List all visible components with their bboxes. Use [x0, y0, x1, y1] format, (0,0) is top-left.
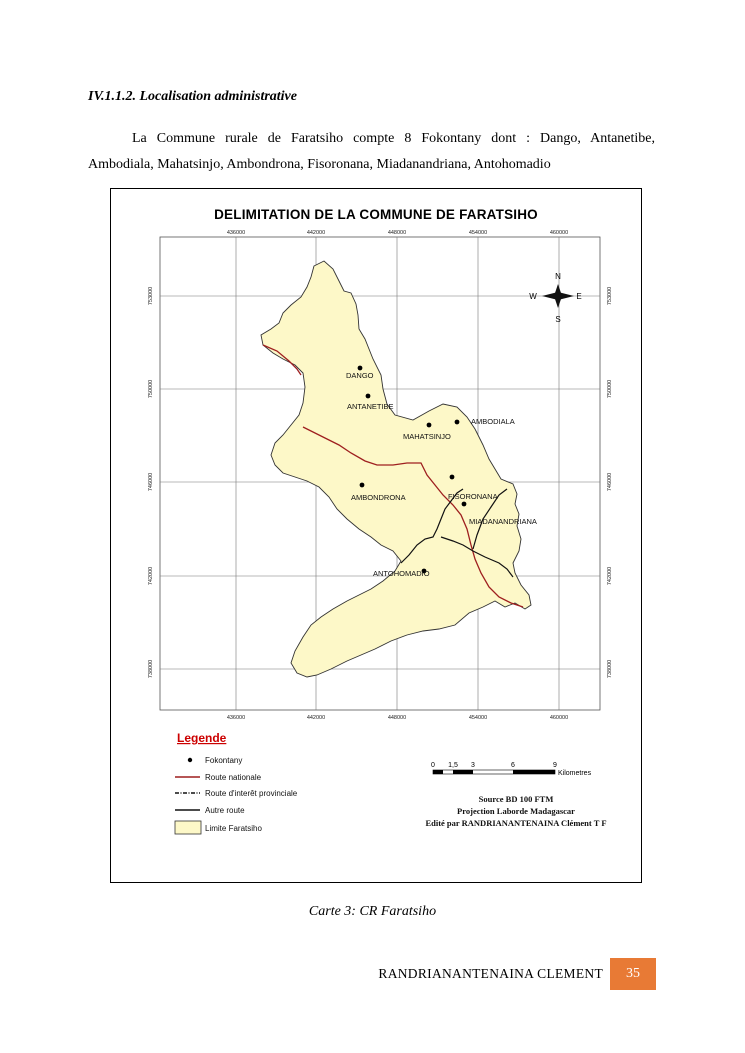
y-tick-right: 753000	[607, 286, 613, 306]
y-tick-left: 750000	[148, 379, 154, 399]
footer-author: RANDRIANANTENAINA CLEMENT	[378, 966, 603, 981]
legend-fokontany: Fokontany	[205, 756, 243, 765]
compass-w: W	[529, 292, 537, 301]
y-tick-right: 750000	[607, 379, 613, 399]
fokontany-label-ambodiala: AMBODIALA	[471, 417, 515, 426]
scale-label: 9	[553, 762, 557, 769]
legend-fokontany-symbol	[188, 758, 192, 762]
map-projection: Projection Laborde Madagascar	[457, 806, 575, 816]
legend-title: Legende	[177, 731, 227, 745]
scale-label: 0	[431, 762, 435, 769]
x-tick-top: 448000	[387, 230, 407, 236]
legend-limite: Limite Faratsiho	[205, 824, 262, 833]
compass-s: S	[555, 315, 561, 324]
paragraph-line-1: La Commune rurale de Faratsiho compte 8 Fokontany dont : Dango, Antanetibe,	[132, 131, 655, 146]
legend-route-provinciale: Route d'interêt provinciale	[205, 789, 298, 798]
fokontany-label-antanetibe: ANTANETIBE	[347, 402, 394, 411]
fokontany-label-antohomadio: ANTOHOMADIO	[373, 569, 430, 578]
compass-n: N	[555, 272, 561, 281]
x-tick-bottom: 436000	[226, 715, 246, 721]
y-tick-left: 738000	[148, 659, 154, 679]
commune-boundary	[261, 261, 531, 677]
fokontany-label-mahatsinjo: MAHATSINJO	[403, 432, 451, 441]
x-tick-bottom: 460000	[549, 715, 569, 721]
fokontany-label-miadanandriana: MIADANANDRIANA	[469, 517, 537, 526]
map-caption: Carte 3: CR Faratsiho	[308, 904, 437, 919]
map-editor: Edité par RANDRIANANTENAINA Clément T F	[425, 818, 607, 828]
x-tick-top: 454000	[468, 230, 488, 236]
map-title: DELIMITATION DE LA COMMUNE DE FARATSIHO	[214, 207, 538, 222]
y-tick-right: 742000	[607, 566, 613, 586]
page-number-badge: 35	[610, 958, 656, 990]
x-tick-bottom: 442000	[306, 715, 326, 721]
scale-unit: Kilometres	[558, 770, 592, 777]
y-tick-right: 738000	[607, 659, 613, 679]
compass-rose	[529, 272, 581, 324]
x-tick-bottom: 454000	[468, 715, 488, 721]
fokontany-label-dango: DANGO	[346, 371, 374, 380]
y-tick-left: 746000	[148, 472, 154, 492]
map-frame	[110, 188, 642, 883]
x-tick-bottom: 448000	[387, 715, 407, 721]
scale-label: 1,5	[448, 762, 458, 769]
scale-label: 3	[471, 762, 475, 769]
paragraph-line-2: Ambodiala, Mahatsinjo, Ambondrona, Fisoronana, Miadanandriana, Antohomadio	[88, 157, 551, 172]
x-tick-top: 460000	[549, 230, 569, 236]
fokontany-label-fisoronana: FISORONANA	[448, 492, 498, 501]
legend-autre-route: Autre route	[205, 806, 245, 815]
y-tick-left: 753000	[148, 286, 154, 306]
map-source-block	[425, 794, 606, 828]
section-heading: IV.1.1.2. Localisation administrative	[88, 89, 297, 104]
x-tick-top: 442000	[306, 230, 326, 236]
map-svg	[111, 189, 641, 882]
y-tick-right: 746000	[607, 472, 613, 492]
legend-route-nationale: Route nationale	[205, 773, 262, 782]
y-tick-left: 742000	[148, 566, 154, 586]
scale-label: 6	[511, 762, 515, 769]
map-source: Source BD 100 FTM	[478, 794, 554, 804]
legend-limite-symbol	[175, 821, 201, 834]
scale-bar	[431, 762, 592, 777]
fokontany-label-ambondrona: AMBONDRONA	[351, 493, 406, 502]
compass-e: E	[576, 292, 582, 301]
x-tick-top: 436000	[226, 230, 246, 236]
map-legend	[175, 731, 298, 834]
